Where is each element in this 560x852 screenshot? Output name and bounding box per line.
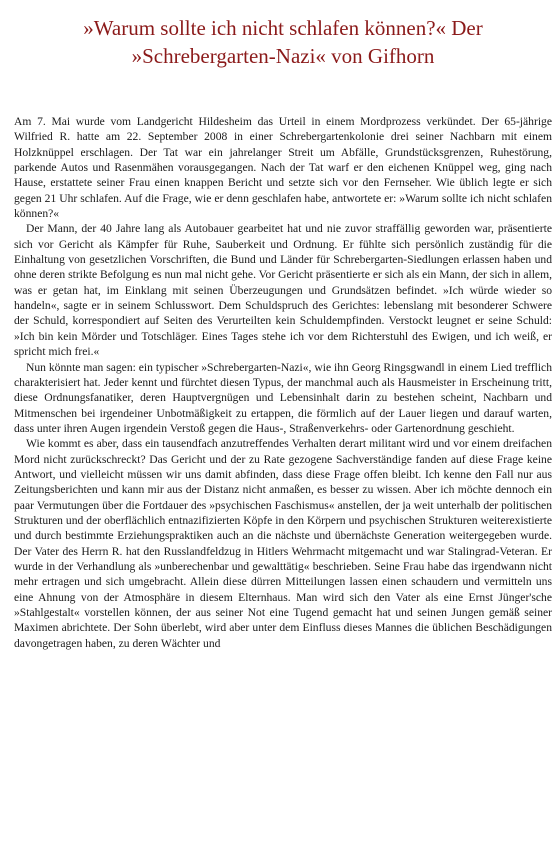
paragraph-4: Wie kommt es aber, dass ein tausendfach anzutreffendes Verhalten derart militant wird und vor einem dreifachen Mord nicht zurückschreckt? Das Gericht und der zu Rate gezogene Sachverständige fanden auf diese Frage keine Antwort, und vielleicht müssen wir uns damit abfinden, dass diese Frage offen bleibt. Ich kenne den Fall nur aus Zeitungsberichten und kann mir aus der Distanz nicht anmaßen, es besser zu wissen. Aber ich möchte dennoch ein paar Vermutungen über die Fortdauer des »psychischen Faschismus« anstellen, der ja weit unterhalb der politischen Strukturen und der oberflächlich entnazifizierten Köpfe in den Körpern und psychischen Strukturen weiterexistierte und durch bestimmte Erziehungspraktiken auch an die nächste und übernächste Generation weitergegeben wurde. Der Vater des Herrn R. hat den Russlandfeldzug in Hitlers Wehrmacht mitgemacht und war Stalingrad-Veteran. Er wurde in der Verhandlung als »unberechenbar und gewalttätig« beschrieben. Seine Frau habe das irgendwann nicht mehr ertragen und sich umgebracht. Allein diese dürren Mitteilungen lassen einen schaudern und vermitteln uns eine Ahnung von der Atmosphäre in diesem Elternhaus. Man wird sich den Vater als eine Ernst Jünger'sche »Stahlgestalt« vorstellen können, der aus seiner Not eine Tugend gemacht hat und seinen Jungen gemäß seiner Maximen abrichtete. Der Sohn überlebt, wird aber unter dem Einfluss dieses Mannes die üblichen Beschädigungen davongetragen haben, zu deren Wächter und [14,437,552,650]
paragraph-2: Der Mann, der 40 Jahre lang als Autobauer gearbeitet hat und nie zuvor straffällig geworden war, präsentierte sich vor Gericht als Kämpfer für Ruhe, Sauberkeit und Ordnung. Er fühlte sich persönlich zuständig für die Einhaltung von gesetzlichen Vorschriften, die Bund und Länder für Schrebergarten-Siedlungen erlassen haben und ohne deren strikte Befolgung es nun mal nicht gehe. Vor Gericht präsentierte er sich als ein Mann, der sich in allem, was er getan hat, im Einklang mit seinen Überzeugungen und Grundsätzen befindet. »Ich würde wieder so handeln«, sagte er in seinem Schlusswort. Dem Schuldspruch des Gerichtes: lebenslang mit besonderer Schwere der Schuld, korrespondiert auf Seiten des Verurteilten kein Schuldempfinden. Verstockt leugnet er seine Schuld: »Ich bin kein Mörder und Totschläger. Eines Tages stehe ich vor dem Richterstuhl des Ewigen, und ich weiß, er spricht mich frei.« [14,222,552,359]
article-body [14,114,552,651]
paragraph-1: Am 7. Mai wurde vom Landgericht Hildesheim das Urteil in einem Mordprozess verkündet. Der 65-jährige Wilfried R. hatte am 22. September 2008 in einer Schrebergartenkolonie drei seiner Nachbarn mit einem Holzknüppel erschlagen. Der Tat war ein jahrelanger Streit um Abfälle, Grundstücksgrenzen, Ruhestörung, parkende Autos und Rasenmähen vorausgegangen. Nach der Tat warf er den eichenen Knüppel weg, ging nach Hause, erstattete seiner Frau einen knappen Bericht und setzte sich vor den Fernseher. Wie üblich legte er sich gegen 21 Uhr schlafen. Auf die Frage, wie er denn geschlafen habe, antwortete er: »Warum sollte ich nicht schlafen können?« [14,115,552,221]
paragraph-3: Nun könnte man sagen: ein typischer »Schrebergarten-Nazi«, wie ihn Georg Ringsgwandl in einem Lied trefflich charakterisiert hat. Jeder kennt und fürchtet diesen Typus, der manchmal auch als Hausmeister in Erscheinung tritt, diese Ordnungsfanatiker, deren Hauptvergnügen und Lebensinhalt darin zu bestehen scheint, Nachbarn und Mitmenschen bei irgendeiner Unbotmäßigkeit zu ertappen, die förmlich auf der Lauer liegen und darauf warten, dass unter ihren Augen irgendein Verstoß gegen die Haus-, Straßenverkehrs- oder Gartenordnung geschieht. [14,360,552,435]
article-title: »Warum sollte ich nicht schlafen können?« Der »Schrebergarten-Nazi« von Gifhorn [83,16,483,68]
